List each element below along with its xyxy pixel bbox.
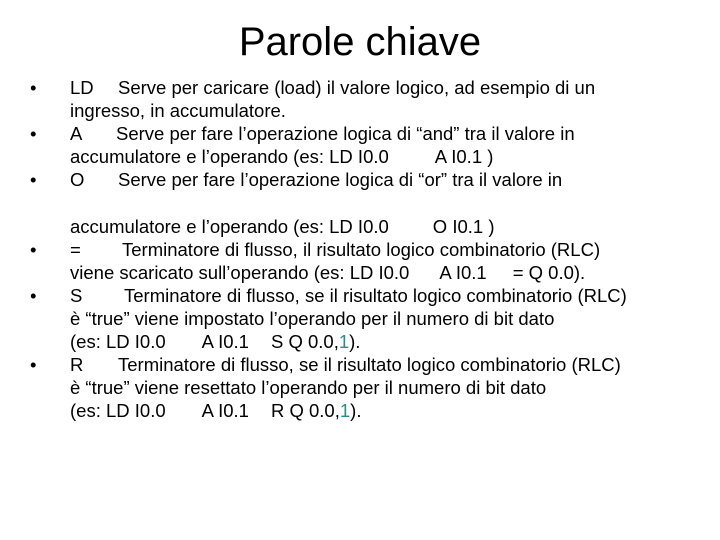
keyword: = <box>70 239 81 260</box>
description: Serve per fare l’operazione logica di “or” tra il valore in <box>118 169 563 190</box>
bullet: • <box>30 77 37 98</box>
bullet: • <box>30 239 37 260</box>
description-line: accumulatore e l’operando (es: LD I0.0 <box>70 216 389 237</box>
example-operand: ). <box>350 400 362 421</box>
keyword: O <box>70 169 85 190</box>
list-item-s <box>30 284 700 353</box>
list-item-a <box>30 122 700 168</box>
description: Serve per caricare (load) il valore logico, ad esempio di un <box>118 77 596 98</box>
description: Serve per fare l’operazione logica di “and” tra il valore in <box>116 123 575 144</box>
description: Terminatore di flusso, se il risultato logico combinatorio (RLC) <box>124 285 627 306</box>
keyword: R <box>70 354 84 375</box>
example-operand: R Q 0.0, <box>270 400 340 421</box>
example-operand: (es: LD I0.0 <box>70 400 166 421</box>
example-operand: A I0.1 <box>201 331 249 352</box>
keyword-list <box>30 76 700 422</box>
description: Terminatore di flusso, il risultato logico combinatorio (RLC) <box>122 239 601 260</box>
keyword: S <box>70 285 83 306</box>
bit-count: 1 <box>338 331 350 352</box>
example-operand: S Q 0.0, <box>270 331 339 352</box>
description-line: ingresso, in accumulatore. <box>70 100 286 121</box>
list-item-o <box>30 168 700 238</box>
example-operand: A I0.1 ) <box>434 146 494 167</box>
bullet: • <box>30 123 37 144</box>
example-operand: A I0.1 <box>201 400 249 421</box>
keyword: A <box>70 123 83 144</box>
description: Terminatore di flusso, se il risultato logico combinatorio (RLC) <box>118 354 621 375</box>
description-line: viene scaricato sull’operando (es: LD I0.0 <box>70 262 410 283</box>
description-line: accumulatore e l’operando (es: LD I0.0 <box>70 146 389 167</box>
bit-count: 1 <box>339 400 351 421</box>
keyword: LD <box>70 77 94 98</box>
bullet: • <box>30 354 37 375</box>
page-title: Parole chiave <box>238 20 482 64</box>
list-item-ld <box>30 76 700 122</box>
example-operand: (es: LD I0.0 <box>70 331 166 352</box>
description-line: è “true” viene impostato l’operando per il numero di bit dato <box>70 308 555 329</box>
example-operand: A I0.1 <box>439 262 487 283</box>
list-item-assign <box>30 238 700 284</box>
description-line: è “true” viene resettato l’operando per il numero di bit dato <box>70 377 547 398</box>
example-operand: O I0.1 ) <box>432 216 495 237</box>
example-operand: = Q 0.0). <box>512 262 586 283</box>
bullet: • <box>30 169 37 190</box>
bullet: • <box>30 285 37 306</box>
example-operand: ). <box>349 331 361 352</box>
list-item-r <box>30 353 700 422</box>
